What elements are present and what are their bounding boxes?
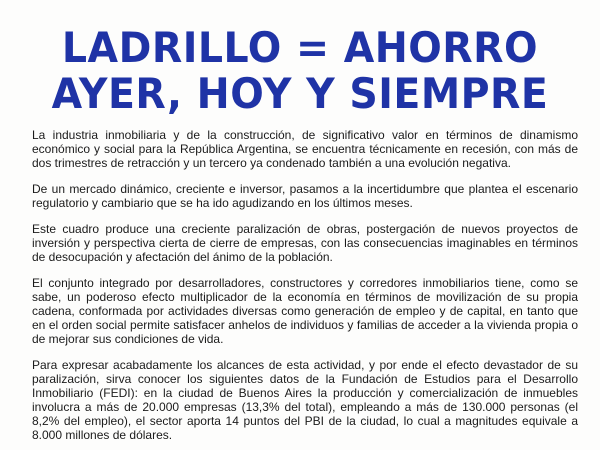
paragraph: Este cuadro produce una creciente paralización de obras, postergación de nuevos proyectos de inversión y perspectiva cierta de cierre de empresas, con las consecuencias imaginables en términos de desocupación y afectación del ánimo de la población. [32, 222, 578, 264]
article-body [32, 128, 578, 454]
headline-line-1: LADRILLO = AHORRO [61, 23, 539, 73]
paragraph: La industria inmobiliaria y de la construcción, de significativo valor en términos de dinamismo económico y social para la República Argentina, se encuentra técnicamente en recesión, con más de dos trimestres de retracción y un tercero ya condenado también a una evolución negativa. [32, 128, 578, 170]
paragraph: Para expresar acabadamente los alcances de esta actividad, y por ende el efecto devastador de su paralización, sirva conocer los siguientes datos de la Fundación de Estudios para el Desarrollo Inmobiliario (FEDI): en la ciudad de Buenos Aires la producción y comercialización de inmuebles involucra a más de 20.000 empresas (13,3% del total), empleando a más de 130.000 personas (el 8,2% del empleo), el sector aporta 14 puntos del PBI de la ciudad, lo cual a magnitudes equivale a 8.000 millones de dólares. [32, 358, 578, 442]
paragraph: De un mercado dinámico, creciente e inversor, pasamos a la incertidumbre que plantea el escenario regulatorio y cambiario que se ha ido agudizando en los últimos meses. [32, 182, 578, 210]
headline-line-2: AYER, HOY Y SIEMPRE [51, 69, 549, 119]
article-headline [0, 23, 600, 119]
paragraph: El conjunto integrado por desarrolladores, constructores y corredores inmobiliarios tiene, como se sabe, un poderoso efecto multiplicador de la economía en términos de movilización de su propia cadena, conformada por actividades diversas como generación de empleo y de capital, en tanto que en el orden social permite satisfacer anhelos de individuos y familias de acceder a la vivienda propia o de mejorar sus condiciones de vida. [32, 276, 578, 346]
